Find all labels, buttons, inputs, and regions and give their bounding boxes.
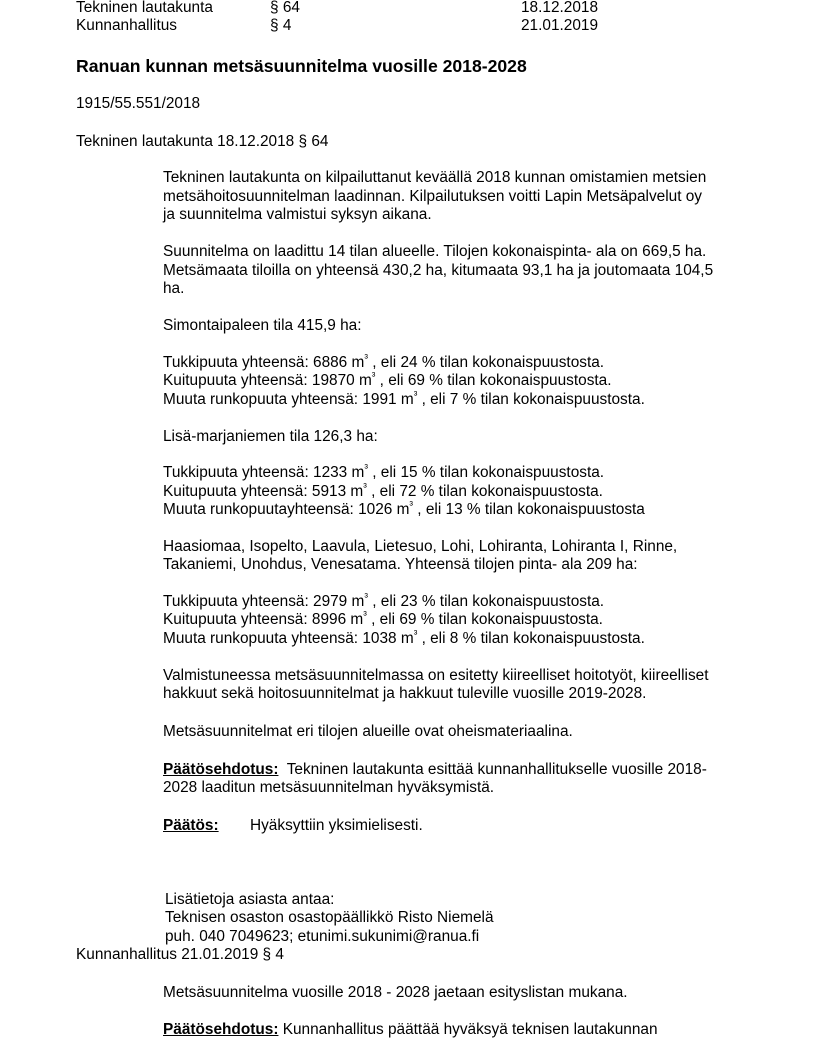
estate-heading: Takaniemi, Unohdus, Venesatama. Yhteensä tilojen pinta- ala 209 ha: xyxy=(163,556,638,573)
reference-number: 1915/55.551/2018 xyxy=(76,95,201,112)
volume-row: Tukkipuuta yhteensä: 6886 $m^{^3}$ , eli 24 % tilan kokonaispuustosta. xyxy=(163,352,605,371)
estate-heading: Haasiomaa, Isopelto, Laavula, Lietesuo, Lohi, Lohiranta, Lohiranta I, Rinne, xyxy=(163,538,678,555)
proposal-section xyxy=(163,1021,658,1039)
volume-row: Muuta runkopuuta yhteensä: 1991 $m^{^3}$ , eli 7 % tilan kokonaispuustosta. xyxy=(163,389,645,408)
header-body: Tekninen lautakunta xyxy=(76,0,213,16)
paragraph-line: ja suunnitelma valmistui syksyn aikana. xyxy=(163,206,432,223)
decision-text: Hyäksyttiin yksimielisesti. xyxy=(250,817,423,834)
decision-label: Päätös: xyxy=(163,817,219,834)
proposal-text: Kunnanhallitus päättää hyväksyä teknisen lautakunnan xyxy=(278,1021,658,1038)
contact-line: Lisätietoja asiasta antaa: xyxy=(165,891,335,908)
paragraph-line: Valmistuneessa metsäsuunnitelmassa on esitetty kiireelliset hoitotyöt, kiireelliset xyxy=(163,667,709,684)
volume-row: Tukkipuuta yhteensä: 2979 $m^{^3}$ , eli 23 % tilan kokonaispuustosta. xyxy=(163,591,605,610)
volume-row: Muuta runkopuuta yhteensä: 1038 $m^{^3}$ , eli 8 % tilan kokonaispuustosta. xyxy=(163,628,645,647)
volume-row: Tukkipuuta yhteensä: 1233 $m^{^3}$ , eli 15 % tilan kokonaispuustosta. xyxy=(163,462,605,481)
meeting2-text: Metsäsuunnitelma vuosille 2018 - 2028 jaetaan esityslistan mukana. xyxy=(163,984,628,1001)
contact-line: puh. 040 7049623; etunimi.sukunimi@ranua.fi xyxy=(165,928,480,945)
paragraph-line: hakkuut sekä hoitosuunnitelmat ja hakkuut tuleville vuosille 2019-2028. xyxy=(163,685,647,702)
header-section: § 4 xyxy=(270,17,292,34)
volume-row: Muuta runkopuutayhteensä: 1026 $m^{^3}$ , eli 13 % tilan kokonaispuustosta xyxy=(163,499,645,518)
volume-row: Kuitupuuta yhteensä: 8996 $m^{^3}$ , eli 69 % tilan kokonaispuustosta. xyxy=(163,609,603,628)
proposal-label: Päätösehdotus: xyxy=(163,1021,279,1038)
paragraph-line: Metsämaata tiloilla on yhteensä 430,2 ha, kitumaata 93,1 ha ja joutomaata 104,5 xyxy=(163,262,714,279)
estate-heading: Lisä-marjaniemen tila 126,3 ha: xyxy=(163,428,378,445)
paragraph-line: metsähoitosuunnitelman laadinnan. Kilpailutuksen voitti Lapin Metsäpalvelut oy xyxy=(163,188,703,205)
contact-line: Teknisen osaston osastopäällikkö Risto Niemelä xyxy=(165,909,494,926)
proposal-text: 2028 laaditun metsäsuunnitelman hyväksymistä. xyxy=(163,779,495,796)
document-title: Ranuan kunnan metsäsuunnitelma vuosille 2018-2028 xyxy=(76,56,527,76)
volume-row: Kuitupuuta yhteensä: 5913 $m^{^3}$ , eli 72 % tilan kokonaispuustosta. xyxy=(163,481,603,500)
header-date: 18.12.2018 xyxy=(521,0,599,16)
paragraph-line: ha. xyxy=(163,280,185,297)
proposal-text: Tekninen lautakunta esittää kunnanhallitukselle vuosille 2018- xyxy=(278,761,707,778)
attachments-note: Metsäsuunnitelmat eri tilojen alueille ovat oheismateriaalina. xyxy=(163,723,573,740)
meeting-heading: Tekninen lautakunta 18.12.2018 § 64 xyxy=(76,133,329,150)
header-date: 21.01.2019 xyxy=(521,17,599,34)
meeting-heading: Kunnanhallitus 21.01.2019 § 4 xyxy=(76,946,284,963)
volume-row: Kuitupuuta yhteensä: 19870 $m^{^3}$ , eli 69 % tilan kokonaispuustosta. xyxy=(163,370,612,389)
estate-heading: Simontaipaleen tila 415,9 ha: xyxy=(163,317,362,334)
header-body: Kunnanhallitus xyxy=(76,17,177,34)
paragraph-line: Suunnitelma on laadittu 14 tilan alueelle. Tilojen kokonaispinta- ala on 669,5 ha. xyxy=(163,243,707,260)
paragraph-line: Tekninen lautakunta on kilpailuttanut keväällä 2018 kunnan omistamien metsien xyxy=(163,169,707,186)
header-section: § 64 xyxy=(270,0,300,16)
proposal-label: Päätösehdotus: xyxy=(163,761,279,778)
